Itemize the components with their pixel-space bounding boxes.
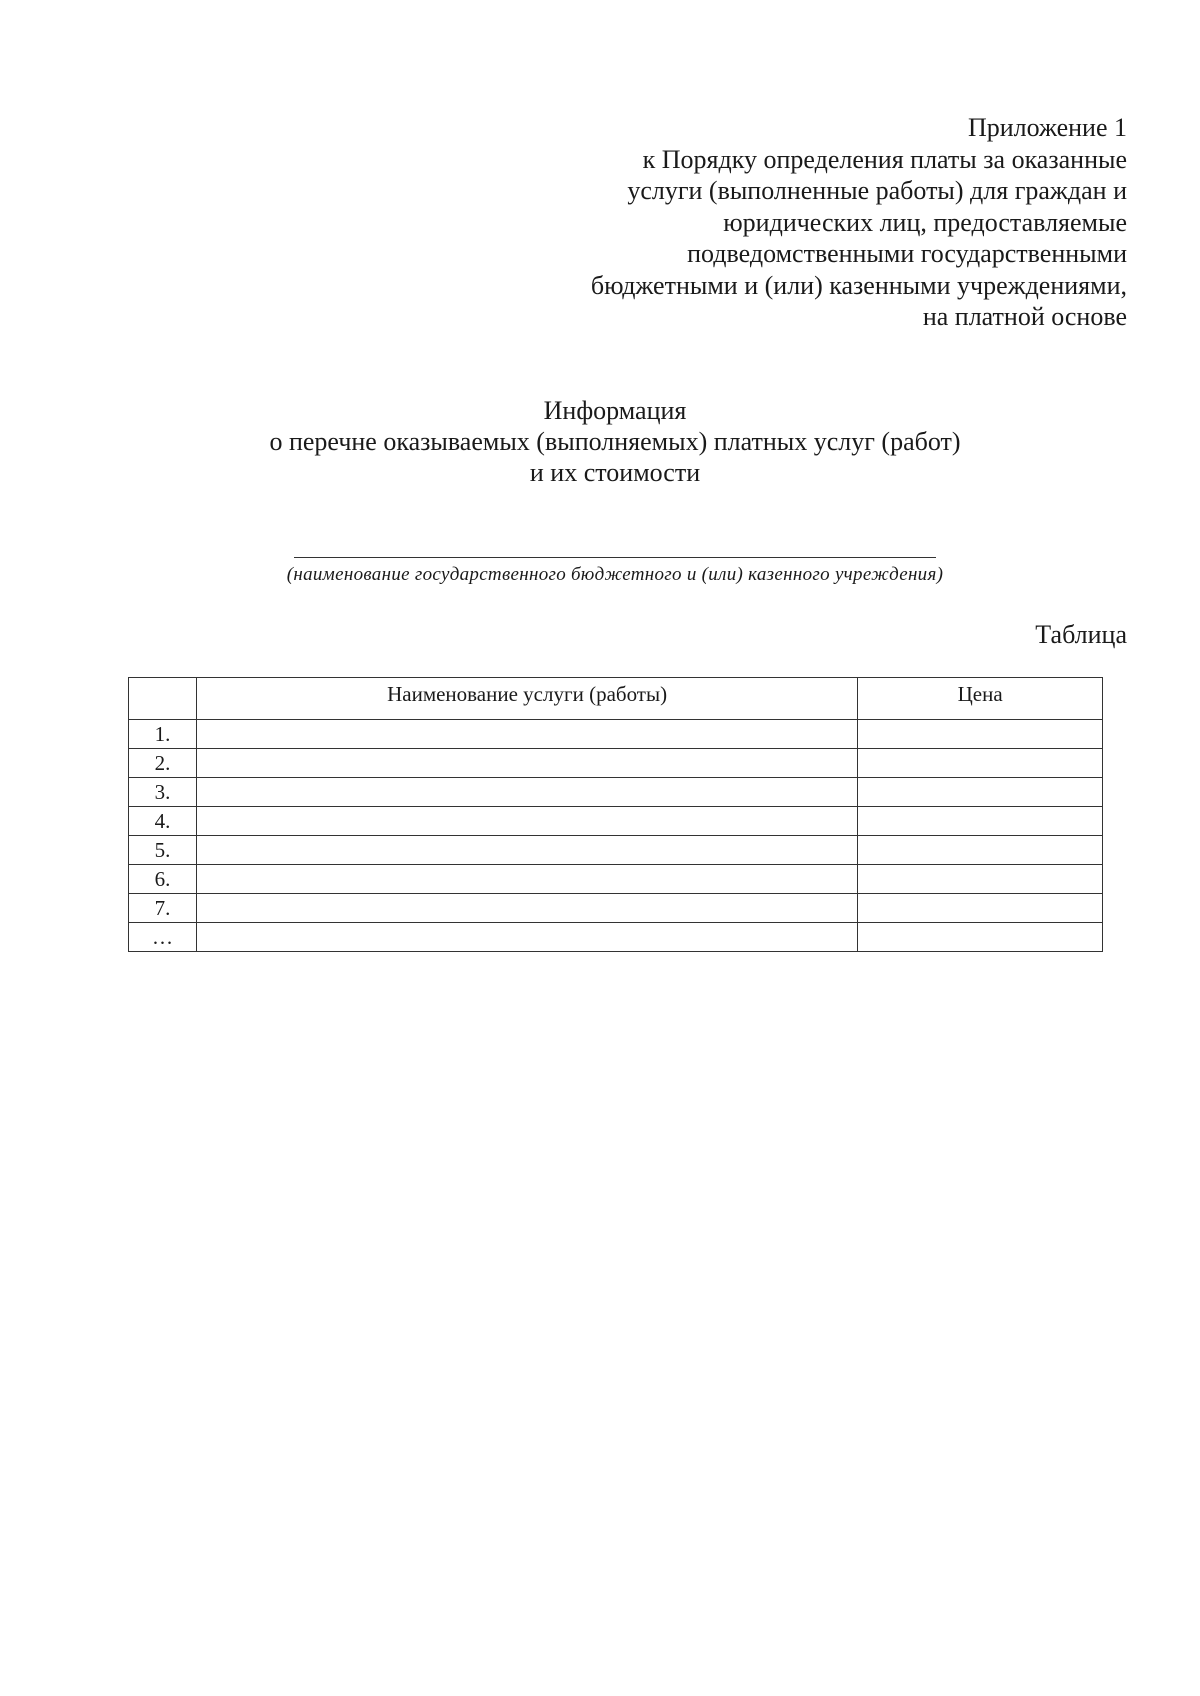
institution-name-blank bbox=[294, 557, 936, 558]
row-service-name bbox=[196, 778, 857, 807]
row-service-name bbox=[196, 807, 857, 836]
appendix-line: к Порядку определения платы за оказанные bbox=[642, 144, 1127, 174]
table-row bbox=[129, 865, 1103, 894]
appendix-header bbox=[591, 112, 1127, 333]
row-number: 4. bbox=[129, 807, 197, 836]
row-service-name bbox=[196, 836, 857, 865]
row-number: 1. bbox=[129, 720, 197, 749]
table-label: Таблица bbox=[1035, 620, 1127, 649]
appendix-line: услуги (выполненные работы) для граждан и bbox=[627, 176, 1127, 205]
appendix-line: бюджетными и (или) казенными учреждениями, bbox=[590, 270, 1127, 300]
row-price bbox=[858, 778, 1103, 807]
row-price bbox=[858, 749, 1103, 778]
row-service-name bbox=[196, 720, 857, 749]
appendix-line: на платной основе bbox=[922, 302, 1127, 331]
appendix-line: Приложение 1 bbox=[967, 113, 1127, 142]
table-row bbox=[129, 894, 1103, 923]
table-header-row bbox=[129, 678, 1103, 720]
title-line: о перечне оказываемых (выполняемых) платных услуг (работ) bbox=[269, 427, 961, 456]
table-row bbox=[129, 720, 1103, 749]
row-price bbox=[858, 865, 1103, 894]
row-number: 5. bbox=[129, 836, 197, 865]
row-service-name bbox=[196, 865, 857, 894]
table-row bbox=[129, 923, 1103, 952]
row-service-name bbox=[196, 749, 857, 778]
row-number: 2. bbox=[129, 749, 197, 778]
table-row bbox=[129, 749, 1103, 778]
row-price bbox=[858, 720, 1103, 749]
row-service-name bbox=[196, 923, 857, 952]
header-service-name: Наименование услуги (работы) bbox=[196, 678, 857, 720]
row-price bbox=[858, 807, 1103, 836]
row-price bbox=[858, 923, 1103, 952]
row-number: 6. bbox=[129, 865, 197, 894]
row-price bbox=[858, 836, 1103, 865]
appendix-line: подведомственными государственными bbox=[687, 239, 1127, 268]
row-service-name bbox=[196, 894, 857, 923]
table-row bbox=[129, 778, 1103, 807]
table-row bbox=[129, 836, 1103, 865]
document-title bbox=[0, 395, 1200, 488]
services-table bbox=[128, 677, 1103, 952]
table-row bbox=[129, 807, 1103, 836]
institution-caption: (наименование государственного бюджетного и (или) казенного учреждения) bbox=[286, 564, 944, 585]
row-number: … bbox=[129, 923, 197, 952]
row-number: 3. bbox=[129, 778, 197, 807]
title-line: и их стоимости bbox=[529, 458, 701, 487]
row-price bbox=[858, 894, 1103, 923]
header-number bbox=[129, 678, 197, 720]
title-line: Информация bbox=[543, 396, 687, 425]
row-number: 7. bbox=[129, 894, 197, 923]
header-price: Цена bbox=[858, 678, 1103, 720]
appendix-line: юридических лиц, предоставляемые bbox=[723, 207, 1127, 237]
